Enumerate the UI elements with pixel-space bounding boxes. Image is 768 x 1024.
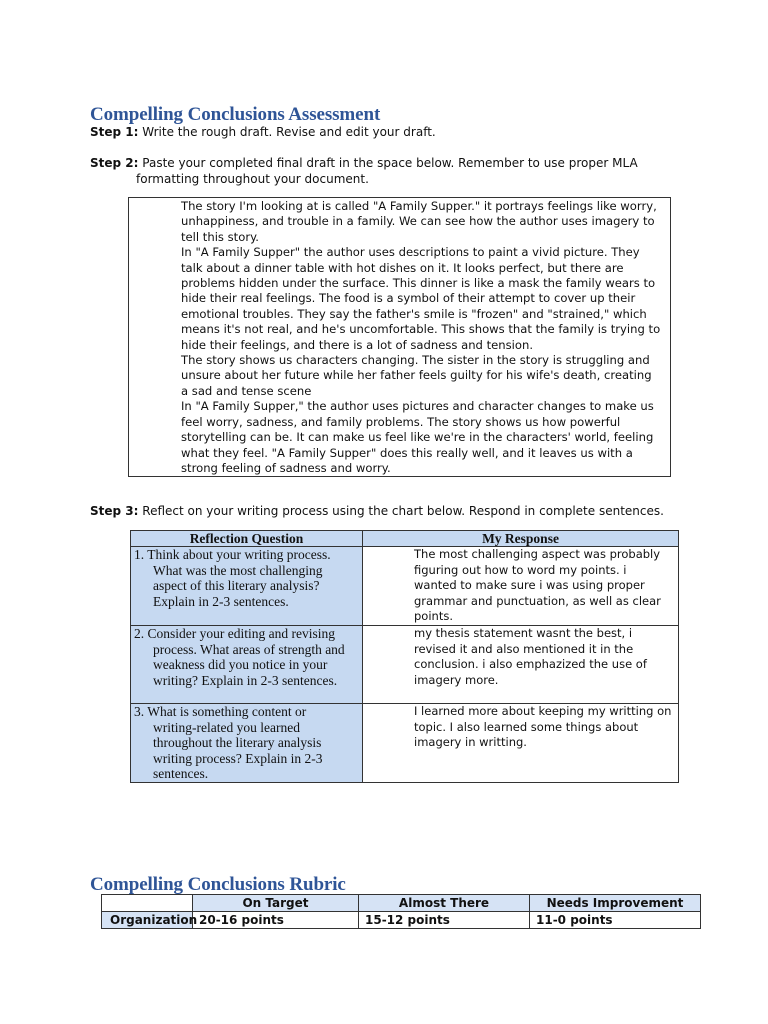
question-text: 1. Think about your writing process. What was the most challenging aspect of this literary analysis? Explain in 2-3 sentences. [134, 547, 331, 609]
step-2-text: Paste your completed final draft in the space below. Remember to use proper MLA [142, 156, 638, 170]
rubric-cell: 11-0 points [530, 912, 701, 929]
table-row [102, 912, 701, 929]
step-2 [90, 156, 690, 187]
step-1 [90, 125, 690, 141]
response-cell[interactable]: my thesis statement wasnt the best, i revised it and also mentioned it in the conclusion. i also emphazized the use of imagery more. [363, 626, 679, 704]
step-2-label: Step 2: [90, 156, 139, 170]
question-cell [131, 626, 363, 704]
rubric-table [101, 894, 701, 929]
rubric-cell: 20-16 points [193, 912, 359, 929]
rubric-cell: 15-12 points [359, 912, 530, 929]
step-1-text: Write the rough draft. Revise and edit your draft. [142, 125, 436, 139]
rubric-header-on-target: On Target [193, 895, 359, 912]
step-3-text: Reflect on your writing process using the chart below. Respond in complete sentences. [142, 504, 664, 518]
table-row [131, 704, 679, 783]
rubric-header-row [102, 895, 701, 912]
rubric-header-blank [102, 895, 193, 912]
draft-paragraph: The story shows us characters changing. The sister in the story is struggling and unsure about her future while her father feels guilty for his wife's death, creating a sad and tense scene [181, 353, 652, 398]
assessment-title: Compelling Conclusions Assessment [90, 104, 381, 125]
draft-paragraph: In "A Family Supper" the author uses descriptions to paint a vivid picture. They talk about a dinner table with hot dishes on it. It looks perfect, but there are problems hidden under the surface. This dinner is like a mask the family wears to hide their real feelings. The food is a symbol of their attempt to cover up their emotional troubles. They say the father's smile is "frozen" and "strained," which means it's not real, and he's uncomfortable. This shows that the family is trying to hide their feelings, and there is a lot of sadness and tension. [181, 245, 661, 352]
step-2-text-continued: formatting throughout your document. [136, 171, 369, 186]
draft-paragraph: The story I'm looking at is called "A Family Supper." it portrays feelings like worry, unhappiness, and trouble in a family. We can see how the author uses imagery to tell this story. [181, 199, 657, 244]
draft-paragraph: In "A Family Supper," the author uses pictures and character changes to make us feel worry, sadness, and family problems. The story shows us how powerful storytelling can be. It can make us feel like we're in the characters' world, feeling what they feel. "A Family Supper" does this really well, and it leaves us with a strong feeling of sadness and worry. [181, 399, 654, 475]
question-text: 2. Consider your editing and revising process. What areas of strength and weakness did you notice in your writing? Explain in 2-3 sentences. [134, 626, 345, 688]
rubric-header-needs-improvement: Needs Improvement [530, 895, 701, 912]
question-cell [131, 704, 363, 783]
step-3 [90, 504, 690, 520]
table-row [131, 547, 679, 626]
step-1-label: Step 1: [90, 125, 139, 139]
final-draft-box[interactable] [128, 197, 671, 477]
reflection-header-row [131, 531, 679, 547]
question-text: 3. What is something content or writing-related you learned throughout the literary analysis writing process? Explain in 2-3 sentences. [134, 704, 323, 782]
rubric-header-almost-there: Almost There [359, 895, 530, 912]
rubric-title: Compelling Conclusions Rubric [90, 874, 346, 895]
response-cell[interactable]: The most challenging aspect was probably figuring out how to word my points. i wanted to make sure i was using proper grammar and punctuation, as well as clear points. [363, 547, 679, 626]
reflection-table [130, 530, 679, 783]
table-row [131, 626, 679, 704]
step-3-label: Step 3: [90, 504, 139, 518]
header-reflection-question: Reflection Question [131, 531, 363, 547]
rubric-criterion: Organization [102, 912, 193, 929]
question-cell [131, 547, 363, 626]
response-cell[interactable]: I learned more about keeping my writting on topic. I also learned some things about imagery in writting. [363, 704, 679, 783]
header-my-response: My Response [363, 531, 679, 547]
